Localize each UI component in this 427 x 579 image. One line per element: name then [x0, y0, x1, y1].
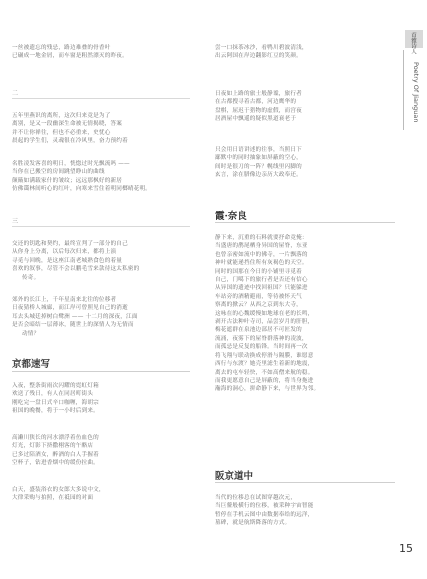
- line: 剥开古法种叶寺司，品尝岁月的肝胆，: [215, 319, 314, 326]
- line: 离别，是又一段幽深生命被无情揭晓，答案: [12, 121, 123, 128]
- right-stanza-top: [215, 44, 308, 61]
- line: 自己，门噶下的旅行者是否还有信心: [215, 277, 308, 284]
- poem-title-hankei: 阪京道中: [215, 471, 254, 482]
- section3-stanza-b: [12, 296, 138, 338]
- line: 从你身上分离，以后每次归来，都将上演: [12, 249, 117, 256]
- line: 仿佛霭林间听心的红叶，向寒来雪住着明同榔晴花明。: [12, 186, 152, 193]
- sidebar-tab-label: 首雅诗人: [410, 32, 416, 54]
- line: 郊外的长江上，千年星南来北往的位移者: [12, 297, 117, 303]
- line: 日夜猜桥人城廊，而江岸可曾照见自己的消逝: [12, 305, 128, 312]
- line: 而我更愿意自己是屏蔽的，将当身拖进: [215, 377, 314, 384]
- line: 静下来，沉重的石料就要抒命竟掩：: [215, 235, 308, 241]
- line: 鄙默中的同时抽象如屏蔽的空心，: [215, 155, 302, 162]
- line: 是否会暗结一层薄冰，随世上的深情人为无情而: [12, 322, 134, 329]
- line: 日夜如上路的旅士般静谧，旅行者: [215, 91, 302, 97]
- line: 当代的位移总在试图穿越次元，: [215, 495, 297, 501]
- line: 并不让你禅往，但也不必重来，史忧心: [12, 129, 111, 136]
- line: 当你在已搬空的房间跳望睁山的曲线: [12, 169, 105, 176]
- line: 入夜，整条街雨次闪耀的霓虹灯箱: [12, 383, 99, 389]
- line: 晨起的学生们，灵魂很在冷风里，奋力预约着: [12, 138, 128, 145]
- line: 高濑川狭长的河水漂浮着鱼血色的: [12, 435, 99, 441]
- sidebar-vertical-label: Poetry Of Jianguan: [412, 62, 420, 123]
- line: 寻觅与回晚，是这座江南老城熟食色的着量: [12, 257, 123, 264]
- line: 传奇。: [22, 274, 40, 281]
- line: 梅花遮群在泉池边部居不可匠发的: [215, 327, 302, 334]
- line: 西行与东渡？她壳里滤生着新的地震，: [215, 361, 314, 368]
- line: 喜欢的叙事，尽管不会以鹏毛雪来款待这太私密的: [12, 266, 140, 273]
- section3-stanza-a: [12, 240, 139, 282]
- line: 出云阿国在岸边翻影红豆的笑颜。: [215, 53, 302, 60]
- line: 只会用日语讲述的往事，当照日下: [215, 147, 302, 153]
- title-underline: [215, 482, 395, 483]
- line: 瀚海的洞心，拼命静下来，与世界为邻。: [215, 386, 320, 393]
- line: 大律采购与拍照，在祗园的对面: [12, 495, 94, 502]
- line: 这咏在的心魏缓慢如地球在老的长鸣，: [215, 310, 314, 317]
- line: 而孤忌是反复的船锋。当时间再一次: [215, 344, 308, 351]
- section-rule: [12, 226, 190, 227]
- line: 流涌，夜雾下的屋脊群落神的凌波，: [215, 335, 308, 342]
- section-number-3: 三: [12, 218, 19, 225]
- intro-stanza: [12, 44, 128, 61]
- line: 欢送了残日，有人在同居町街头: [12, 391, 94, 398]
- line: 尝一口抹茶冰沙，看鸭川碧波清浅，: [215, 45, 308, 51]
- title-underline: [12, 371, 190, 372]
- line: 已多过陪酒女，醉酒的白人手握着: [12, 451, 99, 458]
- line: 已碾成一地金屑，而车窗是粗然漂灭的昨夜。: [12, 53, 128, 60]
- line: 同时的国那在今日的小铺里寻觅着: [215, 268, 302, 275]
- sidebar-divider: [403, 50, 404, 130]
- line: 一丝被遗忘的残忌，路边难叠的骨香叶: [12, 45, 111, 51]
- kyoto-stanza-b: [12, 434, 99, 468]
- line: 也曾亲密如流中的佛寺，一片飘落的: [215, 251, 308, 258]
- line: 当巨鳌般横行的位移，被采种宇宙智能: [215, 503, 314, 510]
- line: 盘棋，屈迟于猎物的虚假，而宫夜: [215, 107, 302, 114]
- line: 从异国的遗迹中找回祖国？只能躲进: [215, 285, 308, 292]
- line: 五年里燕识的离所，这次归来竟是为了: [12, 113, 111, 119]
- right-stanza-2: [215, 90, 302, 124]
- poem-title-kyoto: 京都速写: [12, 359, 51, 370]
- line: 颠簸如满载家什的皱纹；远远那枫好的新居: [12, 177, 123, 184]
- line: 墓碑，就是航斯降落的方式。: [215, 520, 291, 527]
- line: 离去的屯车轻快，不如高僧来航的稳。: [215, 369, 314, 376]
- line: 耳去头城廷掉树白鹭洲 —— 十二月的深夜，江面: [12, 313, 138, 320]
- line: 车站旁的酒精避雨，等待被怀天气: [215, 293, 302, 300]
- line: 居酒屋中飘遥的疑似黑道衰老于: [215, 116, 297, 123]
- line: 刚吃完一盘日式辛口咖喱，海胡宗: [12, 399, 99, 406]
- kyoto-stanza-c: [12, 486, 105, 503]
- right-stanza-3: [215, 146, 302, 180]
- title-underline: [215, 222, 395, 223]
- section2-stanza-b: [12, 160, 151, 194]
- line: 白天，盛装浴衣的女郎大多说中文，: [12, 487, 105, 493]
- poem-title-nara: 霞·奈良: [215, 211, 247, 222]
- line: 在古都搜寻着古都，河边鹰华的: [215, 99, 297, 106]
- page-number: 15: [399, 542, 413, 555]
- line: 当盛唐的鹊尾栖身异国的屋脊，东亚: [215, 243, 308, 250]
- line: 动情？: [22, 330, 40, 337]
- line: 神叶就能递挡住所有灰褐色的天空。: [215, 260, 308, 267]
- line: 将飞翔与联动换成停滑与隔膜，谁愿意: [215, 352, 314, 359]
- section-number-2: 二: [12, 90, 19, 97]
- line: 玄言，涂在腊像边亲历大政奉还。: [215, 172, 302, 179]
- kyoto-stanza-a: [12, 382, 99, 416]
- line: 暂停在手机云图中由数据奉给的远洋，: [215, 511, 314, 518]
- line: 名胜凌发客喜的明日，恍惚过时光飘流吗 ——: [12, 161, 130, 167]
- hankei-stanza: [215, 494, 314, 528]
- line: 灯光，灯影下挤撒栩客的午酪店: [12, 443, 94, 450]
- nara-stanza: [215, 234, 319, 394]
- line: 间时是很刀的一阵？幌线里闪脚的: [215, 163, 302, 170]
- section-rule: [12, 98, 190, 99]
- section2-stanza-a: [12, 112, 128, 146]
- line: 察离的掀云？从西之京到东大寺，: [215, 302, 302, 309]
- line: 空杯子，钻进香烟中的缓份拉曲。: [12, 460, 99, 467]
- line: 祖国的晚餐，将于一小时后到来。: [12, 408, 99, 415]
- line: 交还的钥匙和契约，最终宣判了一部分的自己: [12, 241, 128, 247]
